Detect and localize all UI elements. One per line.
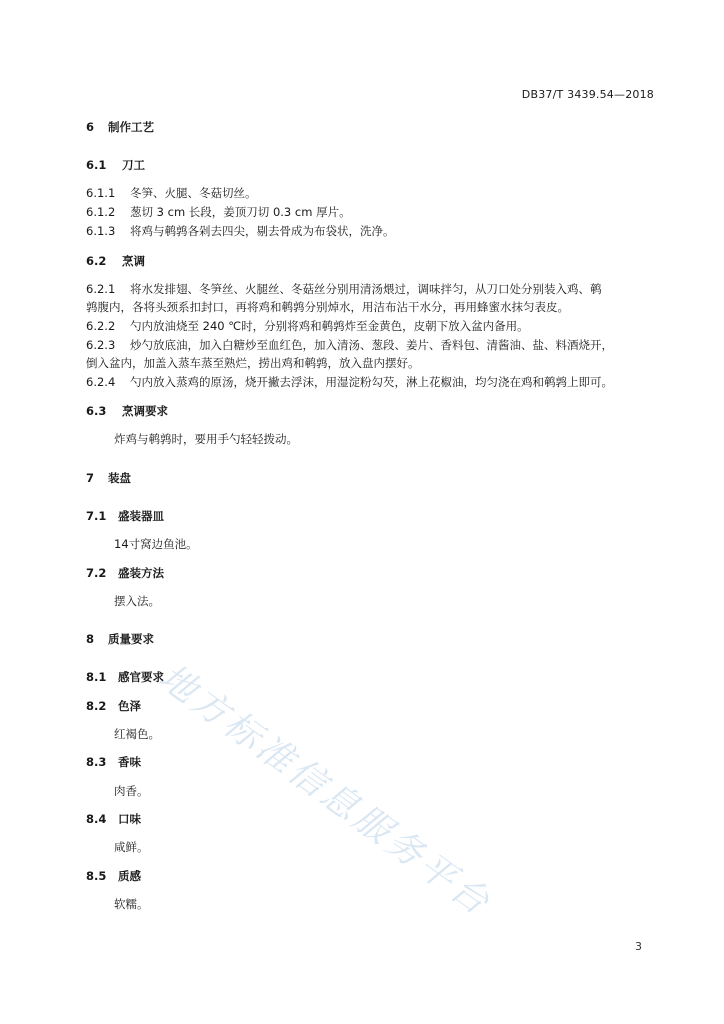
section-8-heading (86, 631, 154, 647)
clause-number: 6.2.2 (86, 319, 116, 333)
section-8-4-heading (86, 811, 141, 827)
body-text: 咸鲜。 (114, 840, 149, 854)
section-title: 刀工 (122, 158, 145, 172)
section-number: 8.2 (86, 699, 107, 713)
section-6-3-heading (86, 403, 168, 419)
section-7-2-heading (86, 565, 164, 581)
section-number: 6.1 (86, 158, 107, 172)
body-text: 软糯。 (114, 897, 149, 911)
body-text: 摆入法。 (114, 594, 160, 608)
clause-6-2-2 (86, 318, 529, 334)
section-8-3-heading (86, 754, 141, 770)
section-title: 盛装方法 (118, 566, 164, 580)
section-number: 8.1 (86, 670, 107, 684)
section-number: 7.1 (86, 509, 107, 523)
clause-number: 6.2.4 (86, 375, 116, 389)
section-title: 质感 (118, 869, 141, 883)
section-number: 6.2 (86, 254, 107, 268)
section-6-heading (86, 119, 154, 135)
clause-6-1-1 (86, 185, 257, 201)
clause-text: 勺内放入蒸鸡的原汤，烧开撇去浮沫，用湿淀粉勾芡，淋上花椒油，均匀浇在鸡和鹌鹑上即可。 (130, 375, 613, 389)
clause-6-1-2 (86, 204, 351, 220)
clause-6-2-1 (86, 281, 602, 297)
section-8-1-heading (86, 669, 164, 685)
clause-6-1-3 (86, 223, 395, 239)
section-title: 烹调 (122, 254, 145, 268)
clause-text: 葱切 3 cm 长段，姜顶刀切 0.3 cm 厚片。 (130, 205, 351, 219)
page-number: 3 (635, 940, 642, 953)
clause-number: 6.1.1 (86, 186, 116, 200)
section-7-1-heading (86, 508, 164, 524)
clause-text: 冬笋、火腿、冬菇切丝。 (130, 186, 257, 200)
watermark-text: 地方标准信息服务平台 (151, 656, 499, 925)
clause-6-2-1-continued: 鹑腹内，各将头颈系扣封口，再将鸡和鹌鹑分别焯水，用洁布沾干水分，再用蜂蜜水抹匀表皮。 (86, 300, 569, 314)
section-title: 香味 (118, 755, 141, 769)
standard-number: DB37/T 3439.54—2018 (521, 88, 654, 101)
section-number: 8 (86, 632, 95, 646)
section-number: 7 (86, 471, 95, 485)
clause-6-2-3-continued: 倒入盆内，加盖入蒸车蒸至熟烂，捞出鸡和鹌鹑，放入盘内摆好。 (86, 356, 420, 370)
section-6-1-heading (86, 157, 145, 173)
body-text: 14寸窝边鱼池。 (114, 537, 198, 551)
clause-text: 炒勺放底油，加入白糖炒至血红色，加入清汤、葱段、姜片、香料包、清酱油、盐、料酒烧开， (130, 338, 613, 352)
section-8-2-heading (86, 698, 141, 714)
section-7-heading (86, 470, 131, 486)
section-number: 6.3 (86, 404, 107, 418)
body-text: 炸鸡与鹌鹑时，要用手勺轻轻拨动。 (114, 432, 298, 446)
section-title: 烹调要求 (122, 404, 168, 418)
section-6-2-heading (86, 253, 145, 269)
clause-6-2-3 (86, 337, 613, 353)
section-number: 7.2 (86, 566, 107, 580)
section-title: 色泽 (118, 699, 141, 713)
section-title: 盛装器皿 (118, 509, 164, 523)
body-text: 红褐色。 (114, 727, 160, 741)
body-text: 肉香。 (114, 784, 149, 798)
section-title: 口味 (118, 812, 141, 826)
section-number: 8.5 (86, 869, 107, 883)
clause-6-2-4 (86, 374, 613, 390)
clause-text: 将水发排翅、冬笋丝、火腿丝、冬菇丝分别用清汤煨过，调味拌匀，从刀口处分别装入鸡、鹌 (130, 282, 602, 296)
clause-text: 将鸡与鹌鹑各剁去四尖，剔去骨成为布袋状，洗净。 (130, 224, 395, 238)
section-title: 装盘 (108, 471, 131, 485)
section-title: 感官要求 (118, 670, 164, 684)
section-title: 质量要求 (108, 632, 154, 646)
clause-number: 6.1.3 (86, 224, 116, 238)
section-8-5-heading (86, 868, 141, 884)
section-number: 6 (86, 120, 95, 134)
section-number: 8.4 (86, 812, 107, 826)
clause-number: 6.2.1 (86, 282, 116, 296)
section-number: 8.3 (86, 755, 107, 769)
clause-number: 6.2.3 (86, 338, 116, 352)
clause-number: 6.1.2 (86, 205, 116, 219)
section-title: 制作工艺 (108, 120, 154, 134)
clause-text: 勺内放油烧至 240 ℃时，分别将鸡和鹌鹑炸至金黄色，皮朝下放入盆内备用。 (130, 319, 529, 333)
